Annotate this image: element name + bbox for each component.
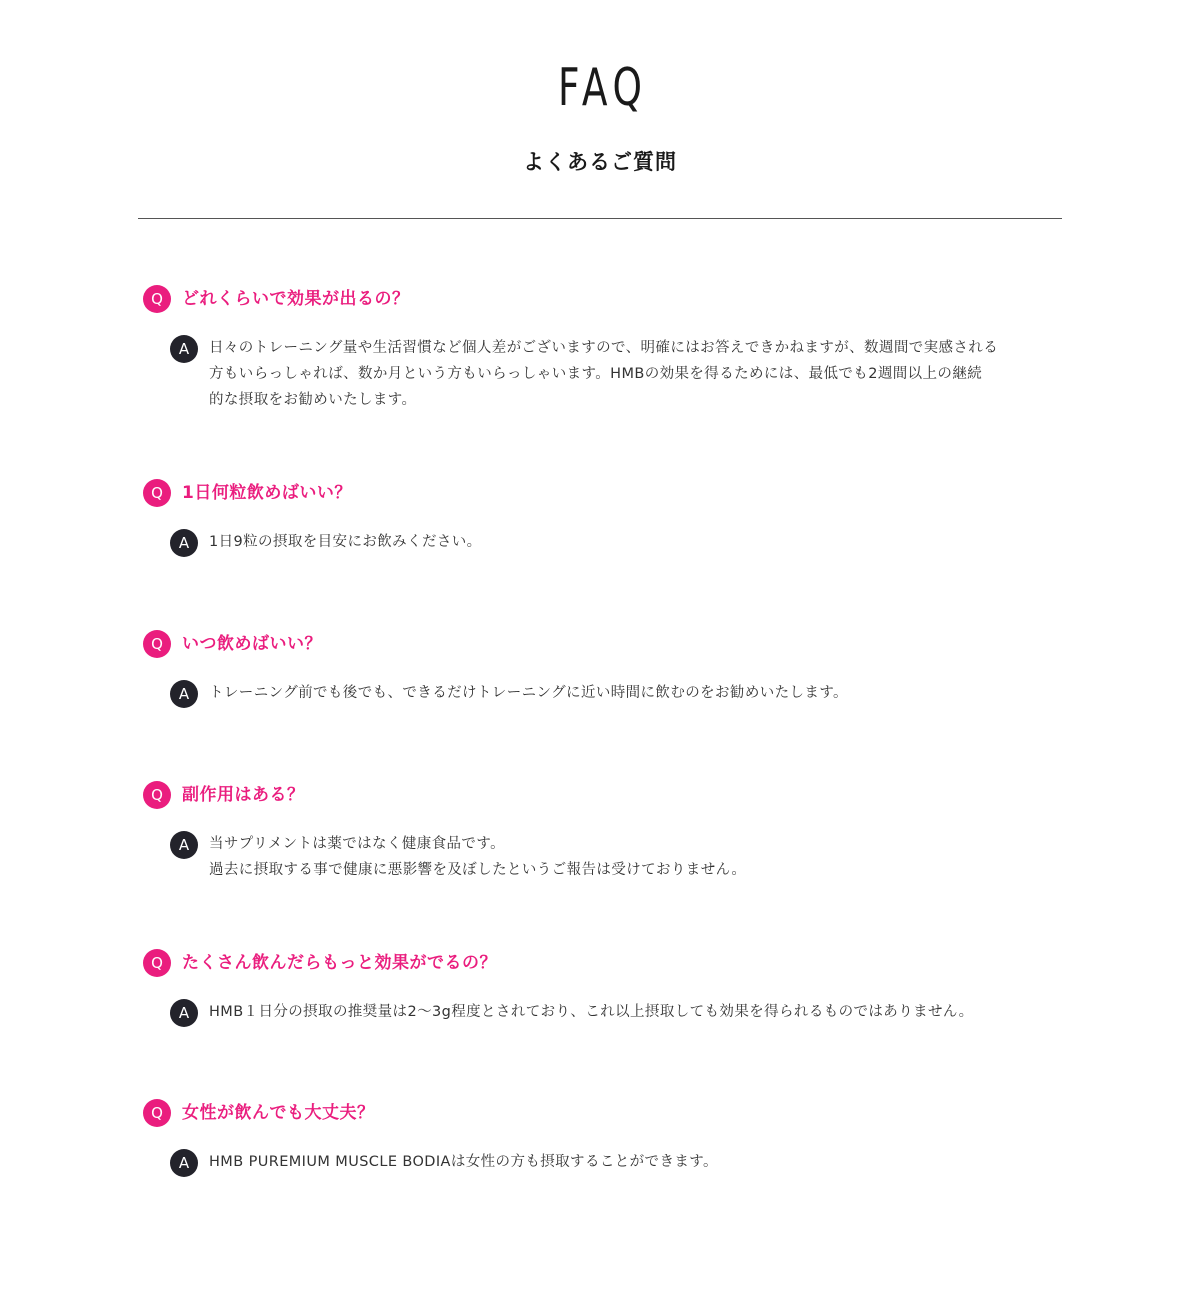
faq-question [143,285,1073,313]
answer-line: 1日9粒の摂取を目安にお飲みください。 [209,534,482,550]
answer-line: 的な摂取をお勧めいたします。 [209,392,417,408]
faq-item [143,781,1073,883]
question-text: いつ飲めばいい？ [182,634,322,654]
answer-badge-icon: A [170,1149,198,1177]
header-divider [138,218,1062,219]
answer-badge-icon: A [170,529,198,557]
answer-line: トレーニング前でも後でも、できるだけトレーニングに近い時間に飲むのをお勧めいたします。 [209,685,848,701]
question-text: たくさん飲んだらもっと効果がでるの？ [182,953,497,973]
page-subtitle: よくあるご質問 [523,150,677,174]
question-text: どれくらいで効果が出るの？ [182,289,410,309]
answer-line: 日々のトレーニング量や生活習慣など個人差がございますので、明確にはお答えできかねますが、数週間で実感される [209,340,999,356]
faq-item [143,285,1073,413]
faq-item [143,479,1073,557]
faq-question [143,479,1073,507]
faq-question [143,630,1073,658]
faq-question [143,1099,1073,1127]
question-badge-icon: Q [143,630,171,658]
answer-badge-icon: A [170,680,198,708]
answer-line: 過去に摂取する事で健康に悪影響を及ぼしたというご報告は受けておりません。 [209,862,747,878]
answer-line: HMB PUREMIUM MUSCLE BODIAは女性の方も摂取することができます。 [209,1154,718,1170]
answer-badge-icon: A [170,335,198,363]
answer-line: HMB１日分の摂取の推奨量は2〜3g程度とされており、これ以上摂取しても効果を得られるものではありません。 [209,1004,974,1020]
question-text: 女性が飲んでも大丈夫？ [182,1103,375,1123]
faq-question [143,949,1073,977]
page-title: FAQ [557,58,648,118]
faq-header [0,52,1200,176]
faq-item [143,1099,1073,1177]
faq-answer [170,335,1073,413]
question-badge-icon: Q [143,1099,171,1127]
answer-badge-icon: A [170,831,198,859]
faq-answer [170,680,1073,708]
faq-answer [170,529,1073,557]
faq-item [143,949,1073,1027]
question-badge-icon: Q [143,949,171,977]
faq-answer [170,999,1073,1027]
question-text: 1日何粒飲めばいい？ [182,483,352,503]
question-badge-icon: Q [143,285,171,313]
answer-line: 当サプリメントは薬ではなく健康食品です。 [209,836,505,852]
faq-answer [170,1149,1073,1177]
faq-item [143,630,1073,708]
answer-badge-icon: A [170,999,198,1027]
question-text: 副作用はある？ [182,785,305,805]
answer-line: 方もいらっしゃれば、数か月という方もいらっしゃいます。HMBの効果を得るためには、最低でも2週間以上の継続 [209,366,983,382]
question-badge-icon: Q [143,479,171,507]
faq-answer [170,831,1073,883]
faq-question [143,781,1073,809]
question-badge-icon: Q [143,781,171,809]
